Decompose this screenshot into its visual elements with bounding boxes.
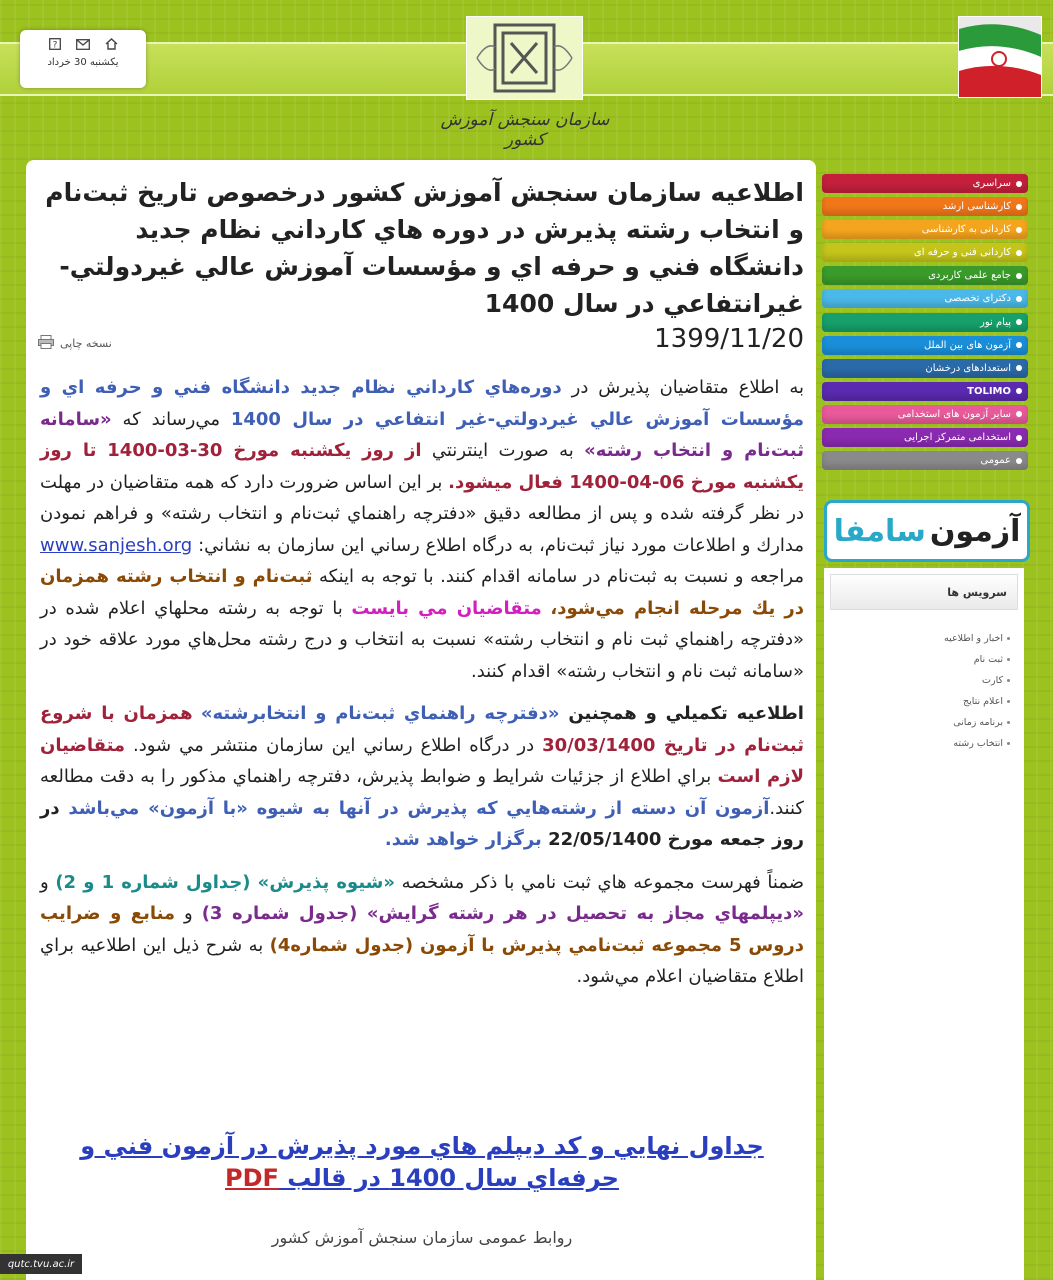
p3-text: ضمناً فهرست مجموعه هاي ثبت نامي با ذكر مشخصه: [395, 871, 804, 893]
p3-tables-1-2: «شيوه پذيرش» (جداول شماره 1 و 2): [55, 871, 396, 893]
bullet-icon: [1016, 319, 1022, 325]
bullet-icon: [1016, 250, 1022, 256]
home-icon[interactable]: [104, 38, 118, 50]
sidebar-item[interactable]: [822, 382, 1028, 401]
sidebar-item-label: کاردانی به کارشناسی: [921, 224, 1011, 236]
p3-text: و: [175, 903, 202, 924]
sidebar-item[interactable]: [822, 428, 1028, 447]
sidebar-item-label: دکترای تخصصی: [944, 293, 1011, 305]
sidebar-item-label: استخدامی متمرکز اجرایی: [903, 432, 1011, 444]
p2-text: در درگاه اطلاع رساني اين سازمان منتشر مي شود.: [125, 734, 543, 756]
sidebar-item[interactable]: [822, 313, 1028, 332]
p2-text: اطلاعيه تكميلي و همچنين: [559, 703, 804, 724]
sazmaan-exam-logo[interactable]: [824, 500, 1030, 562]
logo-text: سازمان سنجش آموزش کشور: [440, 110, 610, 150]
header-date: یکشنبه 30 خرداد: [47, 57, 119, 68]
p2-text: [193, 703, 201, 724]
article-body: [40, 372, 804, 1004]
utility-box: [20, 30, 146, 88]
service-link[interactable]: برنامه زمانی: [824, 712, 1010, 733]
service-link[interactable]: ثبت نام: [824, 649, 1010, 670]
p2-required-note: متقاضيان لازم است: [40, 734, 804, 787]
bullet-icon: [1016, 181, 1022, 187]
sidebar-item-label: TOLIMO: [967, 385, 1011, 397]
sidebar-menu: [822, 174, 1028, 474]
logo-emblem-icon: [467, 17, 582, 99]
p1-text: مي‌رساند كه: [111, 408, 231, 430]
sidebar-item[interactable]: [822, 289, 1028, 308]
sidebar-item-label: آزمون های بین الملل: [923, 339, 1011, 351]
bullet-icon: [1016, 458, 1022, 464]
pdf-label[interactable]: PDF: [225, 1164, 279, 1192]
sidebar-item[interactable]: [822, 359, 1028, 378]
bullet-icon: [1016, 342, 1022, 348]
p1-text: مراجعه و نسبت به ثبت‌نام در سامانه اقدام كنند. با توجه به اينكه: [312, 566, 804, 587]
p1-text: بر اين اساس ضرورت دارد كه همه متقاضيان در مهلت در نظر گرفته شده و پس از مطالعه دقيق «دفترچه راهنماي ثبت‌نام و انتخاب رشته» و فراهم نمودن مدارك و اطلاعات مورد نياز ثبت‌نام، به درگاه اطلاع رساني اين سازمان به نشاني:: [40, 471, 804, 556]
p3-table-3: «ديپلمهاي مجاز به تحصيل در هر رشته گرايش» (جدول شماره 3): [201, 903, 804, 924]
sazmaan-text-b: سامفا: [833, 513, 926, 549]
print-link[interactable]: [38, 334, 112, 353]
sidebar-item[interactable]: [822, 451, 1028, 470]
sidebar-item[interactable]: [822, 266, 1028, 285]
p2-exam-held: برگزار خواهد شد.: [384, 829, 549, 850]
service-link[interactable]: اعلام نتایج: [824, 691, 1010, 712]
iran-flag: [958, 16, 1042, 98]
p1-must-note: متقاضيان مي بايست: [351, 597, 542, 619]
p1-program: دوره‌هاي كارداني نظام جديد دانشگاه فني و حرفه اي و مؤسسات آموزش عالي غيردولتي-غير انتفاعي در سال 1400: [40, 377, 804, 430]
site-logo[interactable]: [466, 16, 583, 100]
paragraph-2: [40, 698, 804, 856]
utility-icons: [20, 30, 146, 50]
sidebar-item-label: سراسری: [972, 178, 1011, 189]
sidebar-item[interactable]: [822, 243, 1028, 262]
bullet-icon: [1016, 227, 1022, 233]
public-relations-signature: روابط عمومی سازمان سنجش آموزش کشور: [271, 1228, 573, 1247]
p3-text: به شرح ذيل اين اطلاعيه براي اطلاع متقاضيان اعلام مي‌شود.: [40, 934, 804, 987]
print-label[interactable]: نسخه چاپی: [60, 337, 112, 350]
sazmaan-text-a: آزمون: [929, 513, 1021, 549]
sidebar-item-label: استعدادهای درخشان: [925, 362, 1011, 374]
download-pdf-link[interactable]: [40, 1130, 804, 1194]
service-link[interactable]: انتخاب رشته: [824, 733, 1010, 754]
sidebar-item[interactable]: [822, 220, 1028, 239]
bullet-icon: [1016, 204, 1022, 210]
p1-text: به صورت اينترنتي: [421, 440, 585, 461]
p1-text: با توجه به رشته محلهاي اعلام شده در «دفترچه راهنماي ثبت نام و انتخاب رشته» نسبت به انتخاب و درج رشته محل‌هاي مورد علاقه خود در «سامانه ثبت نام و انتخاب رشته» اقدام كنند.: [40, 597, 804, 682]
svg-text:?: ?: [52, 40, 58, 50]
article-date: 1399/11/20: [654, 324, 804, 354]
printer-icon[interactable]: [38, 334, 54, 353]
p1-concurrent-note: ثبت‌نام و انتخاب رشته همزمان در يك مرحله انجام مي‌شود،: [40, 566, 804, 619]
service-link[interactable]: کارت: [824, 670, 1010, 691]
article-panel: [26, 160, 816, 1280]
sidebar-item-label: سایر آزمون های استخدامی: [897, 408, 1011, 420]
sanjesh-link[interactable]: www.sanjesh.org: [40, 534, 193, 556]
bullet-icon: [1016, 365, 1022, 371]
sidebar-item-label: جامع علمی کاربردی: [928, 270, 1011, 282]
paragraph-3: [40, 867, 804, 993]
watermark: qutc.tvu.ac.ir: [0, 1254, 82, 1274]
services-panel: [824, 568, 1024, 1280]
bullet-icon: [1016, 435, 1022, 441]
p2-exam-note: آزمون آن دسته از رشته‌هايي كه پذيرش در آنها به شيوه «با آزمون» مي‌باشد: [68, 797, 770, 819]
sidebar-item-label: کارشناسی ارشد: [942, 201, 1011, 213]
mail-icon[interactable]: [76, 38, 90, 50]
p2-text: براي اطلاع از جزئيات شرايط و ضوابط پذيرش، دفترچه راهنماي مذكور را به دقت مطالعه كنند.: [40, 766, 804, 819]
bullet-icon: [1016, 388, 1022, 394]
p3-text: و: [40, 871, 56, 893]
bullet-icon: [1016, 273, 1022, 279]
sidebar-item[interactable]: [822, 174, 1028, 193]
bullet-icon: [1016, 296, 1022, 302]
sidebar-item[interactable]: [822, 336, 1028, 355]
bullet-icon: [1016, 411, 1022, 417]
services-header: سرویس ها: [830, 574, 1018, 610]
download-text[interactable]: جداول نهايي و كد ديپلم هاي مورد پذيرش در آزمون فني و حرفه‌اي سال 1400 در قالب: [80, 1132, 764, 1192]
article-title: اطلاعيه سازمان سنجش آموزش کشور درخصوص تاريخ ثبت‌نام و انتخاب رشته پذيرش در دوره هاي كارداني نظام جديد دانشگاه فني و حرفه اي و مؤسسات آموزش عالي غيردولتي-غيرانتفاعي در سال 1400: [45, 178, 804, 318]
services-list: [824, 628, 1010, 754]
sidebar-item-label: کاردانی فنی و حرفه ای: [913, 247, 1011, 259]
p1-system-name: «سامانه ثبت‌نام و انتخاب رشته»: [40, 408, 804, 461]
p2-exam-date: در روز جمعه مورخ 22/05/1400: [40, 797, 804, 850]
sidebar-item-label: عمومی: [980, 455, 1011, 467]
sidebar-item[interactable]: [822, 197, 1028, 216]
paragraph-1: [40, 372, 804, 687]
help-icon[interactable]: [48, 38, 62, 50]
p1-text: به اطلاع متقاضيان پذيرش در: [561, 377, 804, 398]
sidebar-item[interactable]: [822, 405, 1028, 424]
service-link[interactable]: اخبار و اطلاعیه: [824, 628, 1010, 649]
site-header: [0, 0, 1053, 160]
p2-booklet: «دفترچه راهنماي ثبت‌نام و انتخابرشته»: [200, 703, 560, 724]
p1-dates: از روز يكشنبه مورخ 30-03-1400 تا روز يكشنبه مورخ 06-04-1400 فعال ميشود.: [40, 440, 805, 493]
flag-icon: [959, 17, 1041, 97]
p3-table-4: منابع و ضرايب دروس 5 مجموعه ثبت‌نامي پذيرش با آزمون (جدول شماره4): [40, 903, 804, 956]
p2-start-date: همزمان با شروع ثبت‌نام در تاريخ 30/03/1400: [40, 703, 804, 756]
sidebar-item-label: پیام نور: [980, 316, 1011, 328]
